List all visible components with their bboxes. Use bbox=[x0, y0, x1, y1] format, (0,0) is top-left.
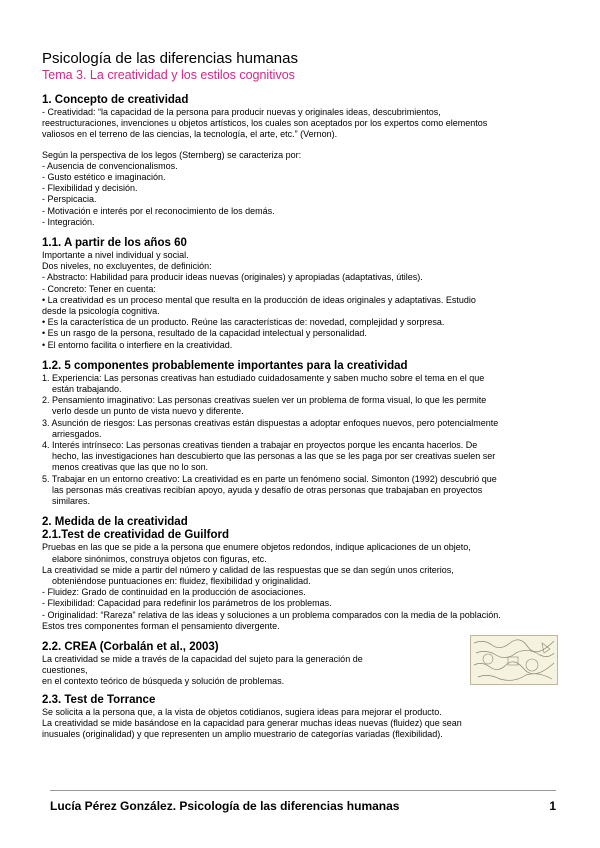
list-item: - Motivación e interés por el reconocimiento de los demás. bbox=[42, 205, 275, 216]
section-heading-1: 1. Concepto de creatividad bbox=[42, 94, 189, 106]
section-heading-2-2: 2.2. CREA (Corbalán et al., 2003) bbox=[42, 640, 219, 653]
paragraph-line: Importante a nivel individual y social. bbox=[42, 250, 189, 261]
section-heading-1-2: 1.2. 5 componentes probablemente importantes para la creatividad bbox=[42, 359, 408, 372]
section-heading-1-1: 1.1. A partir de los años 60 bbox=[42, 237, 187, 250]
paragraph-line: elabore sinónimos, construya objetos con figuras, etc. bbox=[52, 553, 267, 564]
paragraph-line: Dos niveles, no excluyentes, de definición: bbox=[42, 261, 212, 272]
paragraph-line: Estos tres componentes forman el pensamiento divergente. bbox=[42, 620, 280, 631]
paragraph-line: desde la psicología cognitiva. bbox=[42, 306, 160, 317]
paragraph-line: • Es la característica de un producto. Reúne las características de: novedad, complejidad y sorpresa. bbox=[42, 317, 445, 328]
paragraph-line: menos creativas que las que no lo son. bbox=[52, 462, 209, 473]
paragraph-line: - Originalidad: “Rareza” relativa de las ideas y soluciones a un problema comparados con la media de la población. bbox=[42, 609, 501, 620]
paragraph-line: - Abstracto: Habilidad para producir ideas nuevas (originales) y apropiadas (adaptativas, útiles). bbox=[42, 272, 423, 283]
paragraph-line: • La creatividad es un proceso mental que resulta en la producción de ideas originales y adaptativas. Estudio bbox=[42, 294, 476, 305]
paragraph-line: 3. Asunción de riesgos: Las personas creativas están dispuestas a adoptar enfoques nuevos, pero potencialmente bbox=[42, 417, 499, 428]
paragraph-line: - Concreto: Tener en cuenta: bbox=[42, 283, 156, 294]
paragraph-line: hecho, las investigaciones han descubierto que las personas a las que se les paga por ser creativas suelen ser bbox=[52, 451, 496, 462]
page-number: 1 bbox=[549, 799, 556, 813]
paragraph-line: • El entorno facilita o interfiere en la creatividad. bbox=[42, 339, 233, 350]
section-heading-2: 2. Medida de la creatividad bbox=[42, 516, 188, 529]
paragraph-line: reestructuraciones, invenciones u objetos artísticos, los cuales son aceptados por los expertos como elementos bbox=[42, 118, 488, 129]
document-title: Psicología de las diferencias humanas bbox=[42, 50, 298, 67]
paragraph-line: 1. Experiencia: Las personas creativas han estudiado cuidadosamente y saben mucho sobre el tema en el que bbox=[42, 372, 485, 383]
paragraph-line: obteniéndose puntuaciones en: fluidez, flexibilidad y originalidad. bbox=[52, 575, 311, 586]
list-item: - Ausencia de convencionalismos. bbox=[42, 160, 178, 171]
page-footer bbox=[50, 790, 556, 813]
crea-test-image bbox=[470, 635, 558, 685]
paragraph-line: verlo desde un punto de vista nuevo y diferente. bbox=[52, 406, 244, 417]
paragraph-line: 5. Trabajar en un entorno creativo: La creatividad es en parte un fenómeno social. Simonton (1992) descubrió que bbox=[42, 473, 497, 484]
paragraph-line: están trabajando. bbox=[52, 384, 122, 395]
section-heading-2-1: 2.1.Test de creatividad de Guilford bbox=[42, 529, 230, 542]
list-item: - Perspicacia. bbox=[42, 194, 97, 205]
list-item: - Gusto estético e imaginación. bbox=[42, 172, 166, 183]
paragraph-line: Pruebas en las que se pide a la persona que enumere objetos redondos, indique aplicaciones de un objeto, bbox=[42, 542, 471, 553]
paragraph-line: inusuales (originalidad) y que representen un amplio muestrario de categorías variadas (flexibilidad). bbox=[42, 728, 443, 739]
list-item: - Integración. bbox=[42, 216, 95, 227]
document-subtitle: Tema 3. La creatividad y los estilos cognitivos bbox=[42, 68, 295, 82]
paragraph-line: las personas más creativas recibían apoyo, ayuda y desafío de otras personas que trabajaban en proyectos bbox=[52, 484, 483, 495]
paragraph-line: 2. Pensamiento imaginativo: Las personas creativas suelen ver un problema de forma visual, lo que les permite bbox=[42, 395, 487, 406]
paragraph-line: similares. bbox=[52, 496, 91, 507]
paragraph-line: - Fluidez: Grado de continuidad en la producción de asociaciones. bbox=[42, 587, 306, 598]
paragraph-line: Se solicita a la persona que, a la vista de objetos cotidianos, sugiera ideas para mejorar el producto. bbox=[42, 706, 442, 717]
paragraph-line: 4. Interés intrínseco: Las personas creativas tienden a trabajar en proyectos porque les encanta hacerlos. De bbox=[42, 440, 478, 451]
paragraph-line: • Es un rasgo de la persona, resultado de la capacidad intelectual y personalidad. bbox=[42, 328, 367, 339]
paragraph-line: La creatividad se mide a partir del número y calidad de las respuestas que se dan según unos criterios, bbox=[42, 564, 454, 575]
paragraph-line: La creatividad se mide a través de la capacidad del sujeto para la generación de cuestiones, bbox=[42, 653, 363, 676]
paragraph-line: - Creatividad: “la capacidad de la persona para producir nuevas y originales ideas, descubrimientos, bbox=[42, 107, 441, 117]
paragraph-line: La creatividad se mide basándose en la capacidad para generar muchas ideas nuevas (fluidez) que sean bbox=[42, 717, 462, 728]
paragraph-line: - Flexibilidad: Capacidad para redefinir los parámetros de los problemas. bbox=[42, 598, 332, 609]
paragraph-line: en el contexto teórico de búsqueda y solución de problemas. bbox=[42, 676, 285, 687]
document-page bbox=[42, 50, 558, 740]
paragraph-line: Según la perspectiva de los legos (Sternberg) se caracteriza por: bbox=[42, 149, 302, 160]
list-item: - Flexibilidad y decisión. bbox=[42, 183, 138, 194]
crea-section bbox=[42, 641, 558, 688]
paragraph-line: arriesgados. bbox=[52, 428, 102, 439]
footer-text: Lucía Pérez González. Psicología de las diferencias humanas bbox=[50, 799, 400, 813]
section-heading-2-3: 2.3. Test de Torrance bbox=[42, 693, 156, 706]
paragraph-line: valiosos en el terreno de las ciencias, la tecnología, el arte, etc.” (Vernon). bbox=[42, 129, 338, 140]
